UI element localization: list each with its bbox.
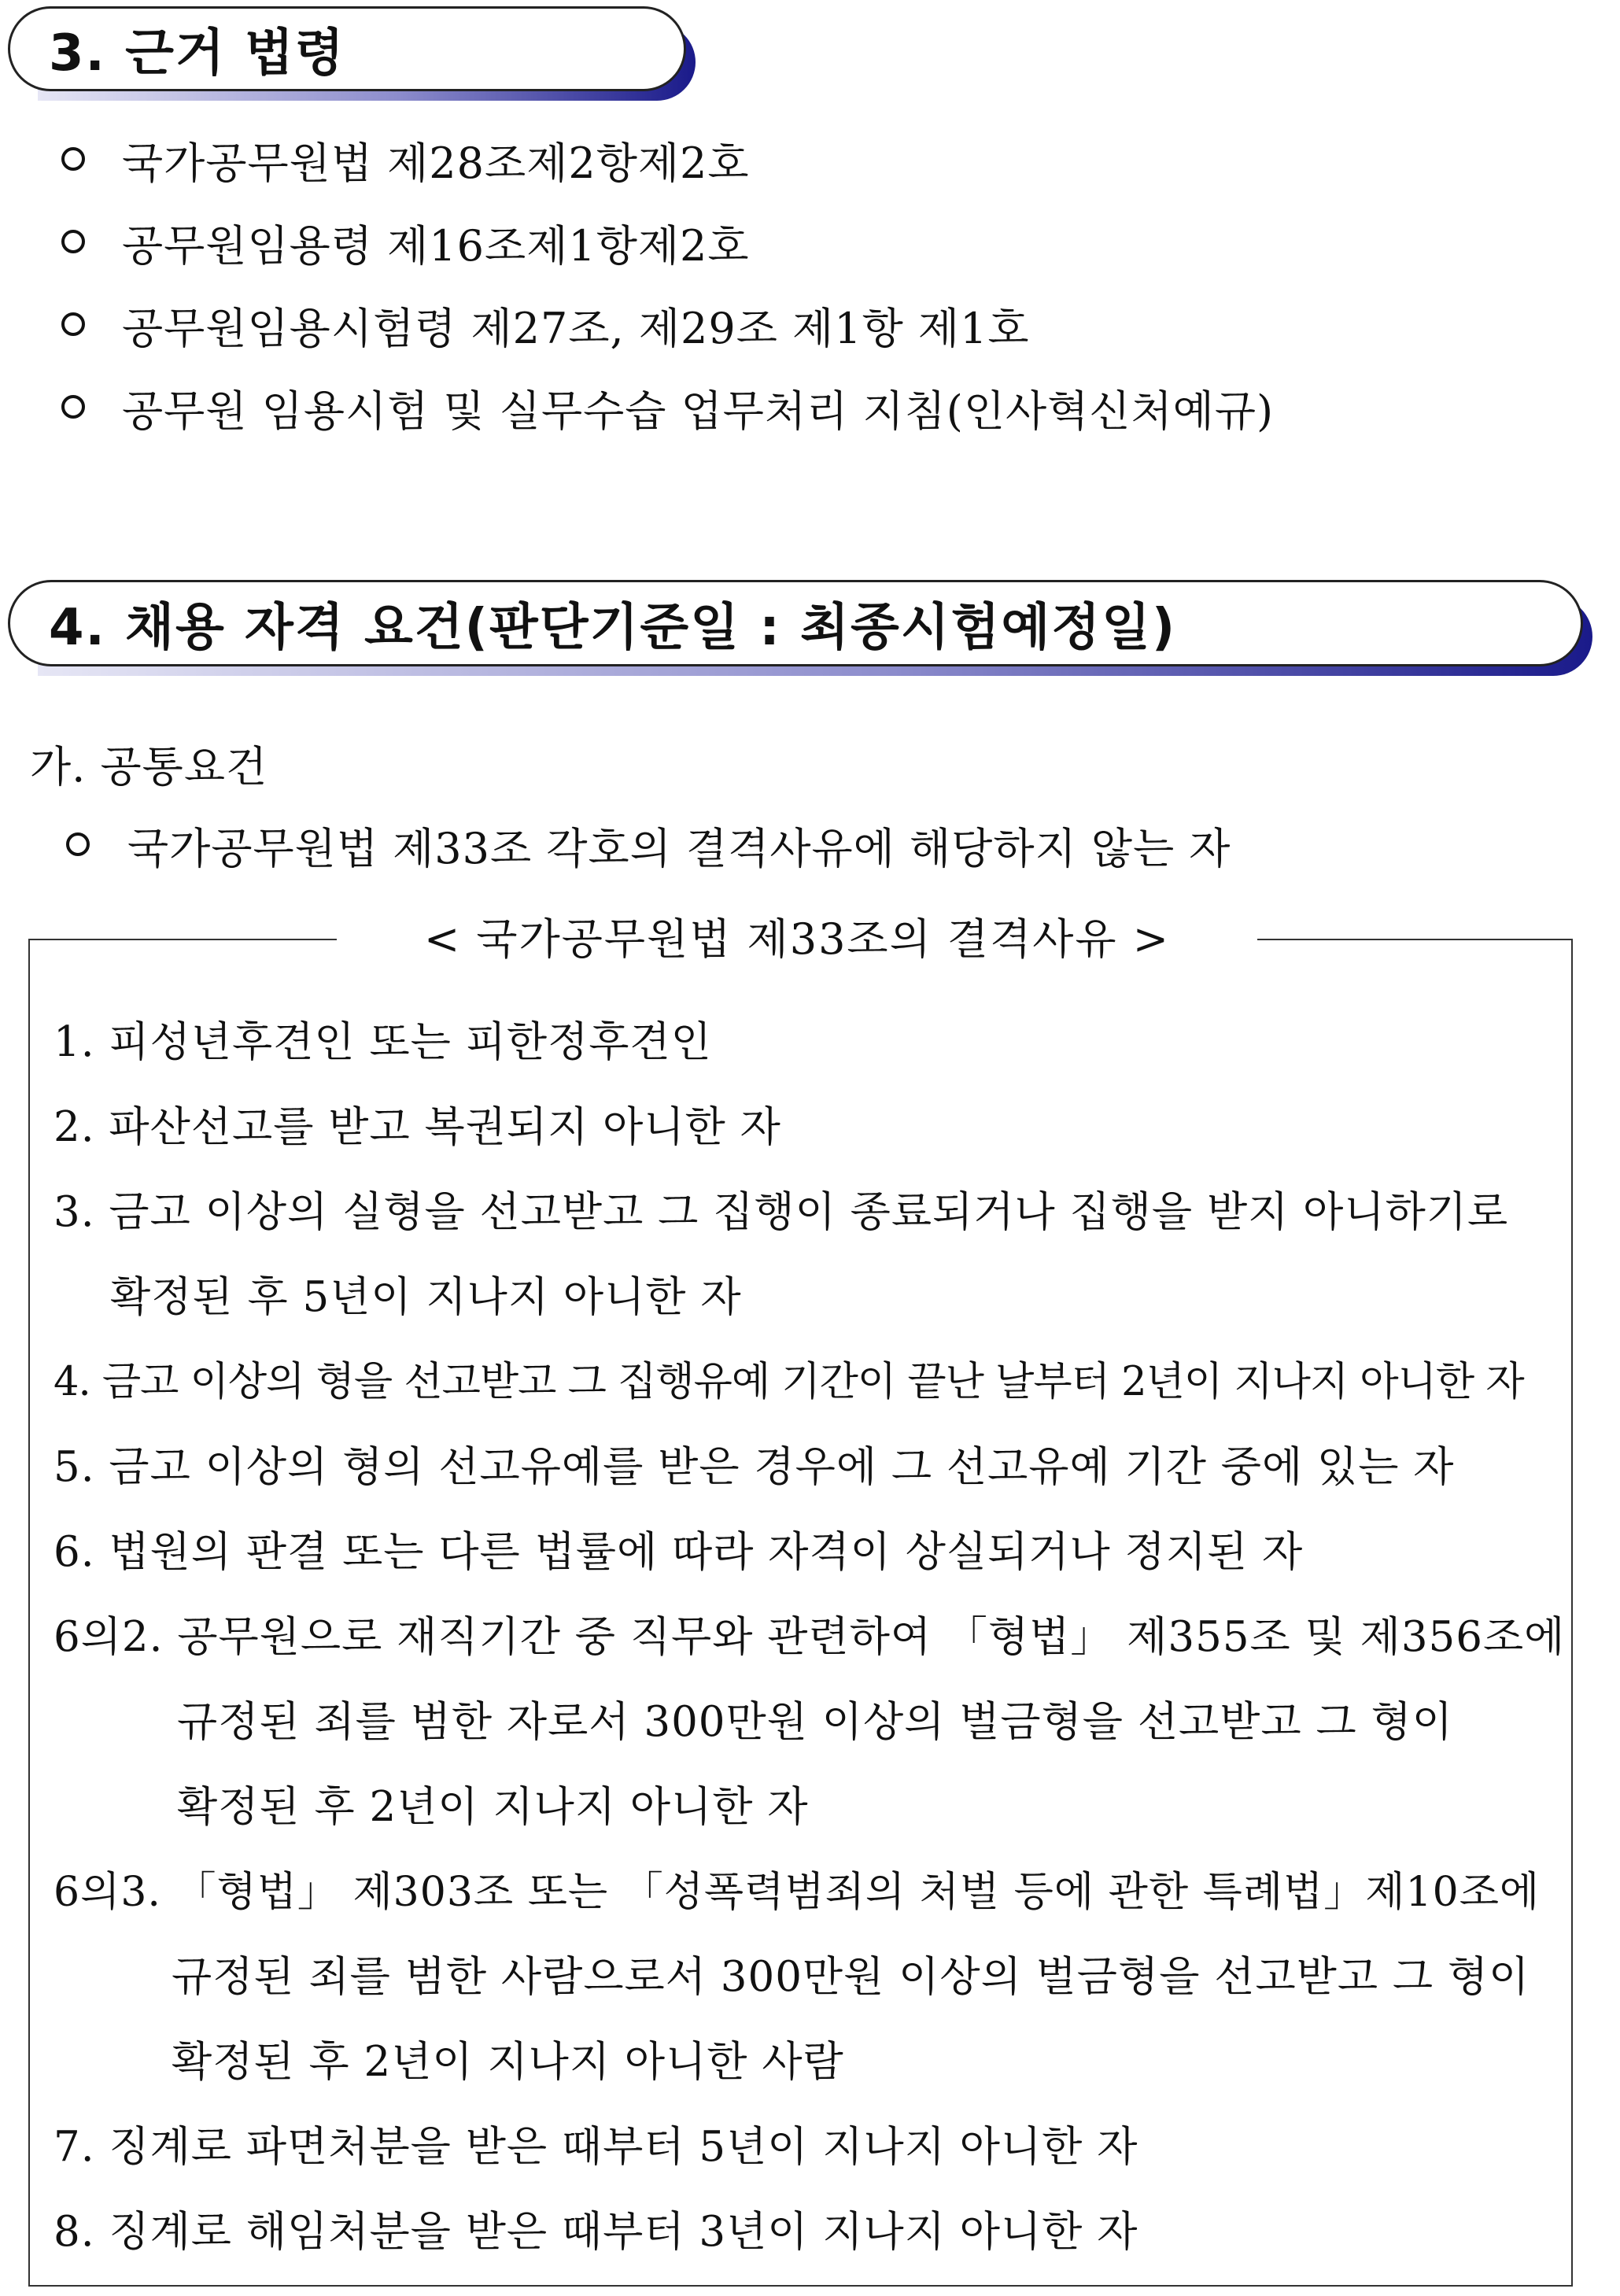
section3-title: 3. 근거 법령: [49, 24, 345, 83]
circle-bullet-icon: [61, 395, 85, 419]
disqualification-item: 5. 금고 이상의 형의 선고유예를 받은 경우에 그 선고유예 기간 중에 있는 자: [54, 1443, 1455, 1491]
disqualification-box-title: < 국가공무원법 제33조의 결격사유 >: [337, 911, 1257, 968]
requirement-bullet: 국가공무원법 제33조 각호의 결격사유에 해당하지 않는 자: [127, 824, 1231, 873]
disqualification-item-continuation: 확정된 후 5년이 지나지 아니한 자: [110, 1273, 742, 1321]
law-item: 공무원임용시험령 제27조, 제29조 제1항 제1호: [122, 304, 1030, 353]
circle-bullet-icon: [66, 832, 90, 856]
circle-bullet-icon: [61, 147, 85, 171]
disqualification-item-continuation: 규정된 죄를 범한 자로서 300만원 이상의 벌금형을 선고받고 그 형이: [177, 1698, 1453, 1746]
disqualification-item: 6. 법원의 판결 또는 다른 법률에 따라 자격이 상실되거나 정지된 자: [54, 1528, 1304, 1576]
law-item: 국가공무원법 제28조제2항제2호: [122, 138, 750, 188]
disqualification-item: 2. 파산선고를 받고 복권되지 아니한 자: [54, 1103, 781, 1151]
circle-bullet-icon: [61, 312, 85, 336]
disqualification-item: 6의3. 「형법」 제303조 또는 「성폭력범죄의 처벌 등에 관한 특례법」제10조에: [54, 1869, 1541, 1916]
disqualification-item: 8. 징계로 해임처분을 받은 때부터 3년이 지나지 아니한 자: [54, 2208, 1138, 2256]
law-item: 공무원임용령 제16조제1항제2호: [122, 221, 750, 271]
disqualification-item: 1. 피성년후견인 또는 피한정후견인: [54, 1018, 712, 1066]
disqualification-item: 7. 징계로 파면처분을 받은 때부터 5년이 지나지 아니한 자: [54, 2123, 1138, 2171]
subsection-heading: 가. 공통요건: [30, 742, 268, 792]
law-item: 공무원 임용시험 및 실무수습 업무처리 지침(인사혁신처예규): [122, 386, 1275, 436]
section4-header: [8, 580, 1583, 666]
disqualification-item: 4. 금고 이상의 형을 선고받고 그 집행유예 기간이 끝난 날부터 2년이 지나지 아니한 자: [54, 1359, 1524, 1405]
section4-title: 4. 채용 자격 요건(판단기준일 : 최종시험예정일): [49, 599, 1177, 657]
disqualification-item: 6의2. 공무원으로 재직기간 중 직무와 관련하여 「형법」 제355조 및 제356조에: [54, 1613, 1566, 1661]
disqualification-item-continuation: 확정된 후 2년이 지나지 아니한 사람: [172, 2038, 844, 2086]
disqualification-item-continuation: 확정된 후 2년이 지나지 아니한 자: [177, 1783, 809, 1831]
section3-header: [8, 6, 686, 91]
circle-bullet-icon: [61, 230, 85, 253]
disqualification-item-continuation: 규정된 죄를 범한 사람으로서 300만원 이상의 벌금형을 선고받고 그 형이: [172, 1953, 1530, 2001]
disqualification-item: 3. 금고 이상의 실형을 선고받고 그 집행이 종료되거나 집행을 받지 아니하기로: [54, 1188, 1509, 1236]
